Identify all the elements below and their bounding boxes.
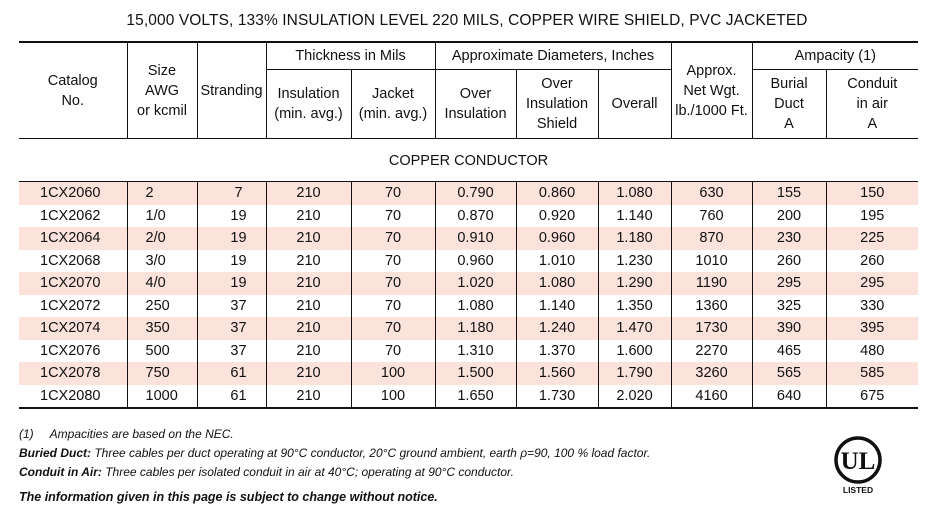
cell-size: 2 [127, 182, 197, 205]
cell-over-shield: 1.370 [516, 340, 598, 363]
cell-over-shield: 1.140 [516, 295, 598, 318]
cell-overall: 1.080 [598, 182, 671, 205]
cell-size: 500 [127, 340, 197, 363]
footnote-1-text: Ampacities are based on the NEC. [49, 427, 234, 441]
cell-weight: 2270 [671, 340, 752, 363]
cell-conduit-air: 395 [826, 317, 918, 340]
cell-insulation: 210 [266, 227, 351, 250]
cell-burial-duct: 230 [752, 227, 826, 250]
cell-overall: 2.020 [598, 385, 671, 409]
cell-conduit-air: 585 [826, 362, 918, 385]
cell-stranding: 19 [197, 250, 266, 273]
cell-overall: 1.290 [598, 272, 671, 295]
table-row [19, 317, 918, 340]
cell-over-insulation: 0.870 [435, 205, 516, 228]
cell-over-insulation: 1.310 [435, 340, 516, 363]
cell-size: 2/0 [127, 227, 197, 250]
change-notice: The information given in this page is subject to change without notice. [19, 490, 438, 504]
header-ampacity-group: Ampacity (1) [752, 42, 918, 70]
cell-burial-duct: 295 [752, 272, 826, 295]
cell-insulation: 210 [266, 205, 351, 228]
cell-size: 1000 [127, 385, 197, 409]
cell-insulation: 210 [266, 295, 351, 318]
cell-stranding: 37 [197, 295, 266, 318]
cell-conduit-air: 295 [826, 272, 918, 295]
table-row [19, 227, 918, 250]
footnotes [19, 425, 650, 482]
table-row [19, 205, 918, 228]
cell-overall: 1.350 [598, 295, 671, 318]
cell-over-insulation: 1.180 [435, 317, 516, 340]
cell-weight: 630 [671, 182, 752, 205]
cell-jacket: 100 [351, 385, 435, 409]
cell-over-shield: 0.860 [516, 182, 598, 205]
cell-over-insulation: 1.650 [435, 385, 516, 409]
cell-burial-duct: 390 [752, 317, 826, 340]
cell-insulation: 210 [266, 272, 351, 295]
footnote-buried-duct-key: Buried Duct: [19, 446, 91, 460]
cell-over-insulation: 1.080 [435, 295, 516, 318]
table-title: 15,000 VOLTS, 133% INSULATION LEVEL 220 MILS, COPPER WIRE SHIELD, PVC JACKETED [126, 12, 808, 29]
cell-insulation: 210 [266, 182, 351, 205]
header-over-insulation: Over Insulation [435, 70, 516, 139]
cell-weight: 3260 [671, 362, 752, 385]
cell-stranding: 19 [197, 272, 266, 295]
cell-jacket: 70 [351, 250, 435, 273]
cell-burial-duct: 260 [752, 250, 826, 273]
cell-jacket: 70 [351, 182, 435, 205]
table-body [19, 182, 918, 409]
cell-weight: 1010 [671, 250, 752, 273]
ul-listed-logo [832, 434, 884, 496]
cable-spec-table [19, 41, 918, 409]
table-row [19, 250, 918, 273]
header-jacket: Jacket (min. avg.) [351, 70, 435, 139]
cell-over-insulation: 0.910 [435, 227, 516, 250]
cell-conduit-air: 330 [826, 295, 918, 318]
cell-jacket: 70 [351, 295, 435, 318]
cell-burial-duct: 325 [752, 295, 826, 318]
cell-weight: 1730 [671, 317, 752, 340]
table-row [19, 362, 918, 385]
cell-stranding: 19 [197, 205, 266, 228]
cell-over-insulation: 0.960 [435, 250, 516, 273]
ul-logo-caption: LISTED [842, 485, 874, 495]
cell-over-shield: 1.560 [516, 362, 598, 385]
cell-jacket: 70 [351, 340, 435, 363]
header-diameters-group: Approximate Diameters, Inches [435, 42, 671, 70]
header-overall: Overall [598, 70, 671, 139]
cell-overall: 1.600 [598, 340, 671, 363]
cell-conduit-air: 480 [826, 340, 918, 363]
table-row [19, 272, 918, 295]
footnote-1 [19, 425, 650, 444]
cell-stranding: 61 [197, 385, 266, 409]
cell-insulation: 210 [266, 250, 351, 273]
cell-catalog: 1CX2070 [19, 272, 127, 295]
cell-stranding: 19 [197, 227, 266, 250]
table-row [19, 182, 918, 205]
cell-catalog: 1CX2074 [19, 317, 127, 340]
footnote-buried-duct-text: Three cables per duct operating at 90°C conductor, 20°C ground ambient, earth ρ=90, 100 % load factor. [91, 446, 651, 460]
cell-overall: 1.230 [598, 250, 671, 273]
cell-stranding: 61 [197, 362, 266, 385]
cell-conduit-air: 195 [826, 205, 918, 228]
cell-catalog: 1CX2080 [40, 387, 101, 404]
cell-catalog: 1CX2078 [19, 362, 127, 385]
cell-weight: 1360 [671, 295, 752, 318]
cell-insulation: 210 [266, 385, 351, 409]
cell-size: 1/0 [127, 205, 197, 228]
cell-over-shield: 1.080 [516, 272, 598, 295]
cell-overall: 1.790 [598, 362, 671, 385]
cell-insulation: 210 [266, 362, 351, 385]
cell-burial-duct: 155 [752, 182, 826, 205]
cell-stranding: 37 [197, 317, 266, 340]
cell-jacket: 100 [351, 362, 435, 385]
cell-overall: 1.140 [598, 205, 671, 228]
header-thickness-group: Thickness in Mils [266, 42, 435, 70]
table-row [19, 295, 918, 318]
cell-jacket: 70 [351, 227, 435, 250]
cell-weight: 870 [671, 227, 752, 250]
cell-catalog: 1CX2068 [40, 252, 101, 269]
cell-burial-duct: 200 [752, 205, 826, 228]
cell-weight: 760 [671, 205, 752, 228]
cell-size: 3/0 [127, 250, 197, 273]
cell-over-shield: 1.240 [516, 317, 598, 340]
footnote-conduit-air [19, 463, 650, 482]
cell-jacket: 70 [351, 205, 435, 228]
cell-over-shield: 1.010 [516, 250, 598, 273]
table-row [19, 340, 918, 363]
cell-conduit-air: 260 [826, 250, 918, 273]
cell-over-shield: 0.920 [516, 205, 598, 228]
cell-catalog: 1CX2060 [19, 182, 127, 205]
section-label: COPPER CONDUCTOR [19, 139, 918, 182]
cell-over-shield: 1.730 [516, 385, 598, 409]
header-catalog: Catalog No. [19, 42, 127, 139]
cell-stranding: 7 [197, 182, 266, 205]
cell-over-insulation: 1.500 [435, 362, 516, 385]
cell-catalog: 1CX2076 [40, 342, 101, 359]
cell-burial-duct: 565 [752, 362, 826, 385]
footnote-conduit-air-key: Conduit in Air: [19, 465, 102, 479]
cell-conduit-air: 150 [826, 182, 918, 205]
cell-burial-duct: 640 [752, 385, 826, 409]
cell-size: 750 [127, 362, 197, 385]
cell-insulation: 210 [266, 340, 351, 363]
header-over-shield: Over Insulation Shield [516, 70, 598, 139]
cell-catalog: 1CX2072 [40, 297, 101, 314]
cell-over-insulation: 0.790 [435, 182, 516, 205]
cell-weight: 1190 [671, 272, 752, 295]
cell-size: 4/0 [127, 272, 197, 295]
header-burial-duct: Burial Duct A [752, 70, 826, 139]
cell-overall: 1.470 [598, 317, 671, 340]
cell-burial-duct: 465 [752, 340, 826, 363]
table-row [19, 385, 918, 409]
footnote-1-key: (1) [19, 427, 34, 441]
cell-jacket: 70 [351, 317, 435, 340]
cell-size: 350 [127, 317, 197, 340]
ul-logo-mark: UL [840, 448, 876, 475]
footnote-buried-duct [19, 444, 650, 463]
header-size: Size AWG or kcmil [127, 42, 197, 139]
cell-overall: 1.180 [598, 227, 671, 250]
cell-size: 250 [127, 295, 197, 318]
header-conduit-air: Conduit in air A [826, 70, 918, 139]
cell-conduit-air: 675 [826, 385, 918, 409]
cell-over-shield: 0.960 [516, 227, 598, 250]
cell-over-insulation: 1.020 [435, 272, 516, 295]
header-weight: Approx. Net Wgt. lb./1000 Ft. [671, 42, 752, 139]
cell-catalog: 1CX2064 [19, 227, 127, 250]
cell-insulation: 210 [266, 317, 351, 340]
cell-conduit-air: 225 [826, 227, 918, 250]
header-stranding: Stranding [197, 42, 266, 139]
header-insulation: Insulation (min. avg.) [266, 70, 351, 139]
cell-stranding: 37 [197, 340, 266, 363]
cell-catalog: 1CX2062 [40, 207, 101, 224]
footnote-conduit-air-text: Three cables per isolated conduit in air at 40°C; operating at 90°C conductor. [101, 465, 514, 479]
cell-jacket: 70 [351, 272, 435, 295]
cell-weight: 4160 [671, 385, 752, 409]
